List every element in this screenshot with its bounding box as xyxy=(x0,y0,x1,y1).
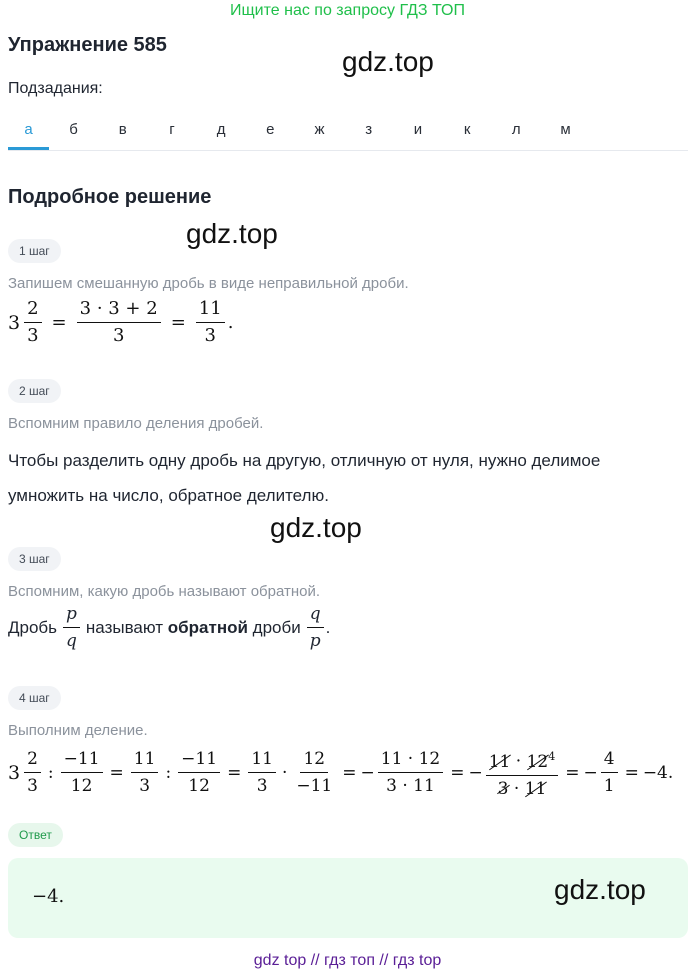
numerator: 11 xyxy=(196,298,225,323)
tab-zh[interactable]: ж xyxy=(314,121,325,138)
fraction xyxy=(63,603,80,652)
denominator: 3 xyxy=(112,325,125,346)
numerator: 11 xyxy=(131,748,159,773)
numerator: p xyxy=(63,603,80,628)
definition-text: называют xyxy=(85,617,164,637)
denominator: 3 xyxy=(27,325,39,346)
fraction xyxy=(307,603,324,652)
fraction xyxy=(77,298,161,347)
step-badge: 1 шаг xyxy=(8,239,61,263)
tab-d[interactable]: д xyxy=(216,121,226,138)
math-token: 3 xyxy=(8,761,21,784)
fraction xyxy=(178,748,220,797)
denominator: 3 xyxy=(204,325,216,346)
denominator: q xyxy=(66,631,77,651)
step1-formula: 3 $\frac{2}{3}$ = $\frac{3 \cdot 3 + 2}{3}$ = $\frac{11}{3}$ . xyxy=(8,298,234,346)
step4-result: −4. xyxy=(642,762,674,783)
denominator: 12 xyxy=(188,776,210,797)
denominator: 1 xyxy=(603,776,615,797)
denominator: −11 xyxy=(296,776,333,797)
numerator: q xyxy=(307,603,324,628)
definition-text: Дробь xyxy=(8,617,58,637)
step-badge: 3 шаг xyxy=(8,547,61,571)
step4-formula: 3 $\frac{2}{3}$ : $\frac{-11}{12}$ = $\frac{11}{3}$ : $\frac{-11}{12}$ = $\frac{11}{3}$ · $\frac{12}{-11}$ = − $\frac{11 \cdot 12}{3 \cdot 11}$ = − $\frac{11 \cdot 12^4}{3 \cdot 11}$ = − $\frac{4}{1}$ = −4. xyxy=(8,746,673,800)
reduced-factor: 4 xyxy=(548,750,556,763)
math-token: 3 xyxy=(8,311,21,334)
tab-i[interactable]: и xyxy=(413,121,423,138)
fraction xyxy=(61,748,103,797)
numerator: 11 · 12 xyxy=(378,748,443,773)
answer-value: −4. xyxy=(32,886,65,907)
numerator: 4 xyxy=(601,748,618,773)
numerator: 12 xyxy=(300,748,328,773)
top-banner[interactable]: Ищите нас по запросу ГДЗ ТОП xyxy=(230,2,465,19)
solution-title: Подробное решение xyxy=(8,186,212,208)
reciprocal-definition: Дробь $\frac{p}{q}$ называют обратной дроби $\frac{q}{p}$ . xyxy=(8,604,331,651)
subtask-tabs xyxy=(8,112,688,151)
fraction xyxy=(378,748,443,797)
tab-b[interactable]: б xyxy=(69,121,78,138)
fraction xyxy=(248,748,276,797)
answer-box xyxy=(8,858,688,938)
step-badge: 2 шаг xyxy=(8,379,61,403)
denominator: p xyxy=(309,631,321,651)
denominator: 12 xyxy=(70,776,93,797)
tab-k[interactable]: к xyxy=(463,121,471,138)
denominator: 3 xyxy=(139,776,151,797)
tab-g[interactable]: г xyxy=(169,121,175,138)
rule-text-line2: умножить на число, обратное делителю. xyxy=(8,486,329,505)
denominator: 3 xyxy=(256,776,268,797)
tab-e[interactable]: е xyxy=(266,121,275,138)
fraction xyxy=(196,298,225,347)
step-hint: Вспомним, какую дробь называют обратной. xyxy=(8,583,321,600)
step-hint: Вспомним правило деления дробей. xyxy=(8,415,264,432)
denominator: 3 · 11 xyxy=(386,776,435,797)
fraction xyxy=(601,748,618,797)
cancelled-fraction: $\frac{11 \cdot 12^4}{3 \cdot 11}$ xyxy=(486,746,559,800)
answer-badge: Ответ xyxy=(8,823,63,847)
cancelled-factor: 11 xyxy=(524,778,547,799)
rule-text-line1: Чтобы разделить одну дробь на другую, отличную от нуля, нужно делимое xyxy=(8,451,601,470)
tab-z[interactable]: з xyxy=(365,121,373,138)
page-title: Упражнение 585 xyxy=(8,34,167,56)
tab-l[interactable]: л xyxy=(511,121,521,138)
watermark: gdz.top xyxy=(342,46,434,77)
cancelled-factor: 3 xyxy=(497,778,509,799)
cancelled-factor: 12 xyxy=(526,751,549,772)
tab-v[interactable]: в xyxy=(118,121,127,138)
footer-links[interactable]: gdz top // гдз топ // гдз top xyxy=(253,952,442,969)
subtasks-label: Подзадания: xyxy=(8,80,103,97)
fraction xyxy=(24,748,41,797)
fraction xyxy=(131,748,159,797)
numerator: 11 xyxy=(248,748,276,773)
denominator: 3 xyxy=(27,776,38,797)
numerator: −11 xyxy=(61,748,103,773)
definition-text: дроби xyxy=(252,617,301,637)
step-hint: Запишем смешанную дробь в виде неправильной дроби. xyxy=(8,275,409,292)
watermark: gdz.top xyxy=(554,874,646,905)
tab-a[interactable]: а xyxy=(8,112,49,150)
numerator: 2 xyxy=(24,298,41,323)
cancelled-factor: 11 xyxy=(488,751,511,772)
tab-m[interactable]: м xyxy=(560,121,571,138)
numerator: 2 xyxy=(24,748,41,773)
step-badge: 4 шаг xyxy=(8,686,61,710)
numerator: 3 · 3 + 2 xyxy=(77,298,161,323)
numerator: −11 xyxy=(178,748,220,773)
definition-bold: обратной xyxy=(167,617,248,637)
watermark: gdz.top xyxy=(270,512,362,543)
fraction xyxy=(293,748,335,797)
fraction xyxy=(24,298,41,347)
step-hint: Выполним деление. xyxy=(8,722,148,739)
watermark: gdz.top xyxy=(186,218,278,249)
